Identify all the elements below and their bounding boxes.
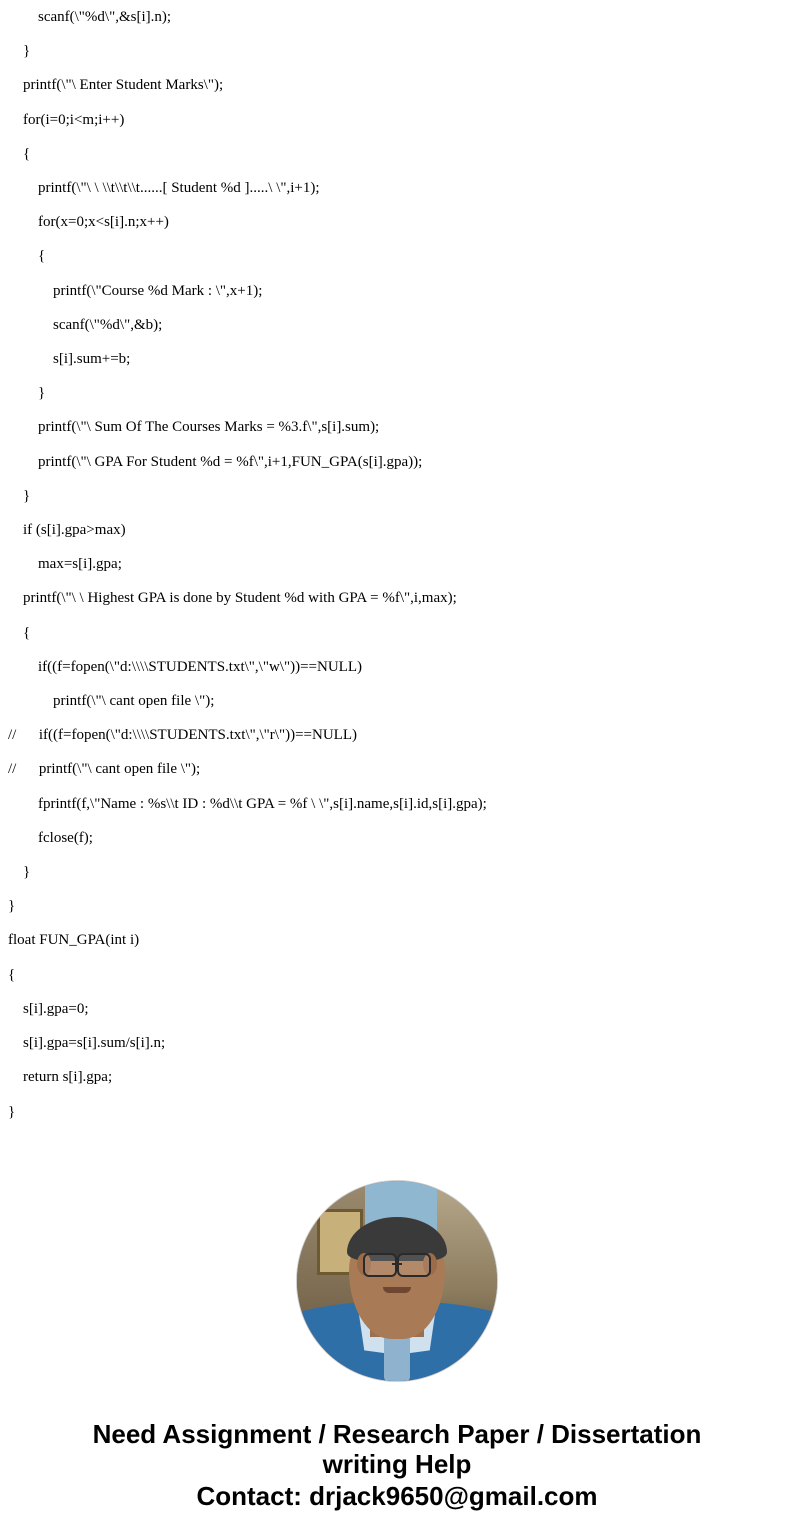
code-line: printf(\"Course %d Mark : \",x+1); (8, 282, 263, 299)
code-line: { (8, 624, 31, 641)
code-line: max=s[i].gpa; (8, 556, 122, 573)
portrait-tie (384, 1335, 410, 1381)
code-line: scanf(\"%d\",&b); (8, 316, 163, 333)
promo-headline (0, 1419, 794, 1479)
code-line: // if((f=fopen(\"d:\\\\STUDENTS.txt\",\"r\"))==NULL) (8, 727, 357, 744)
code-line: printf(\"\ Sum Of The Courses Marks = %3.f\",s[i].sum); (8, 419, 380, 436)
promo-headline-line-1: Need Assignment / Research Paper / Dissertation (92, 1418, 702, 1449)
avatar-wrapper (0, 1181, 794, 1381)
code-line: } (8, 864, 31, 881)
code-line: s[i].gpa=0; (8, 1000, 89, 1017)
code-line: printf(\"\ \ Highest GPA is done by Student %d with GPA = %f\",i,max); (8, 590, 457, 607)
code-line: fprintf(f,\"Name : %s\\t ID : %d\\t GPA = %f \ \",s[i].name,s[i].id,s[i].gpa); (8, 795, 487, 812)
code-line: printf(\"\ \ \\t\\t\\t......[ Student %d ].....\ \",i+1); (8, 180, 320, 197)
promo-headline-line-2: writing Help (322, 1448, 472, 1479)
code-line: { (8, 248, 46, 265)
code-line: } (8, 487, 31, 504)
code-line: scanf(\"%d\",&s[i].n); (8, 9, 172, 25)
code-line: for(i=0;i<m;i++) (8, 111, 125, 128)
code-line: if((f=fopen(\"d:\\\\STUDENTS.txt\",\"w\"))==NULL) (8, 658, 362, 675)
code-line: fclose(f); (8, 829, 93, 846)
code-line: printf(\"\ Enter Student Marks\"); (8, 77, 224, 94)
portrait-mouth (383, 1287, 411, 1293)
code-line: } (8, 43, 31, 60)
code-line: float FUN_GPA(int i) (8, 932, 140, 949)
promo-contact: Contact: drjack9650@gmail.com (196, 1480, 598, 1511)
code-line: { (8, 966, 16, 983)
code-line: printf(\"\ cant open file \"); (8, 693, 215, 710)
code-line: // printf(\"\ cant open file \"); (8, 761, 201, 778)
code-line: s[i].sum+=b; (8, 351, 131, 368)
code-line: s[i].gpa=s[i].sum/s[i].n; (8, 1035, 166, 1052)
code-line: { (8, 145, 31, 162)
code-line: } (8, 385, 46, 402)
code-line: for(x=0;x<s[i].n;x++) (8, 214, 169, 231)
code-line: printf(\"\ GPA For Student %d = %f\",i+1,FUN_GPA(s[i].gpa)); (8, 453, 423, 470)
code-line: } (8, 1103, 16, 1120)
code-line: if (s[i].gpa>max) (8, 522, 126, 539)
portrait-glasses-bridge (392, 1263, 402, 1265)
code-line: return s[i].gpa; (8, 1069, 113, 1086)
portrait-glasses-left (363, 1253, 397, 1277)
promotion-block (0, 1181, 794, 1511)
avatar (297, 1181, 497, 1381)
portrait-glasses-right (397, 1253, 431, 1277)
code-line: } (8, 898, 16, 915)
